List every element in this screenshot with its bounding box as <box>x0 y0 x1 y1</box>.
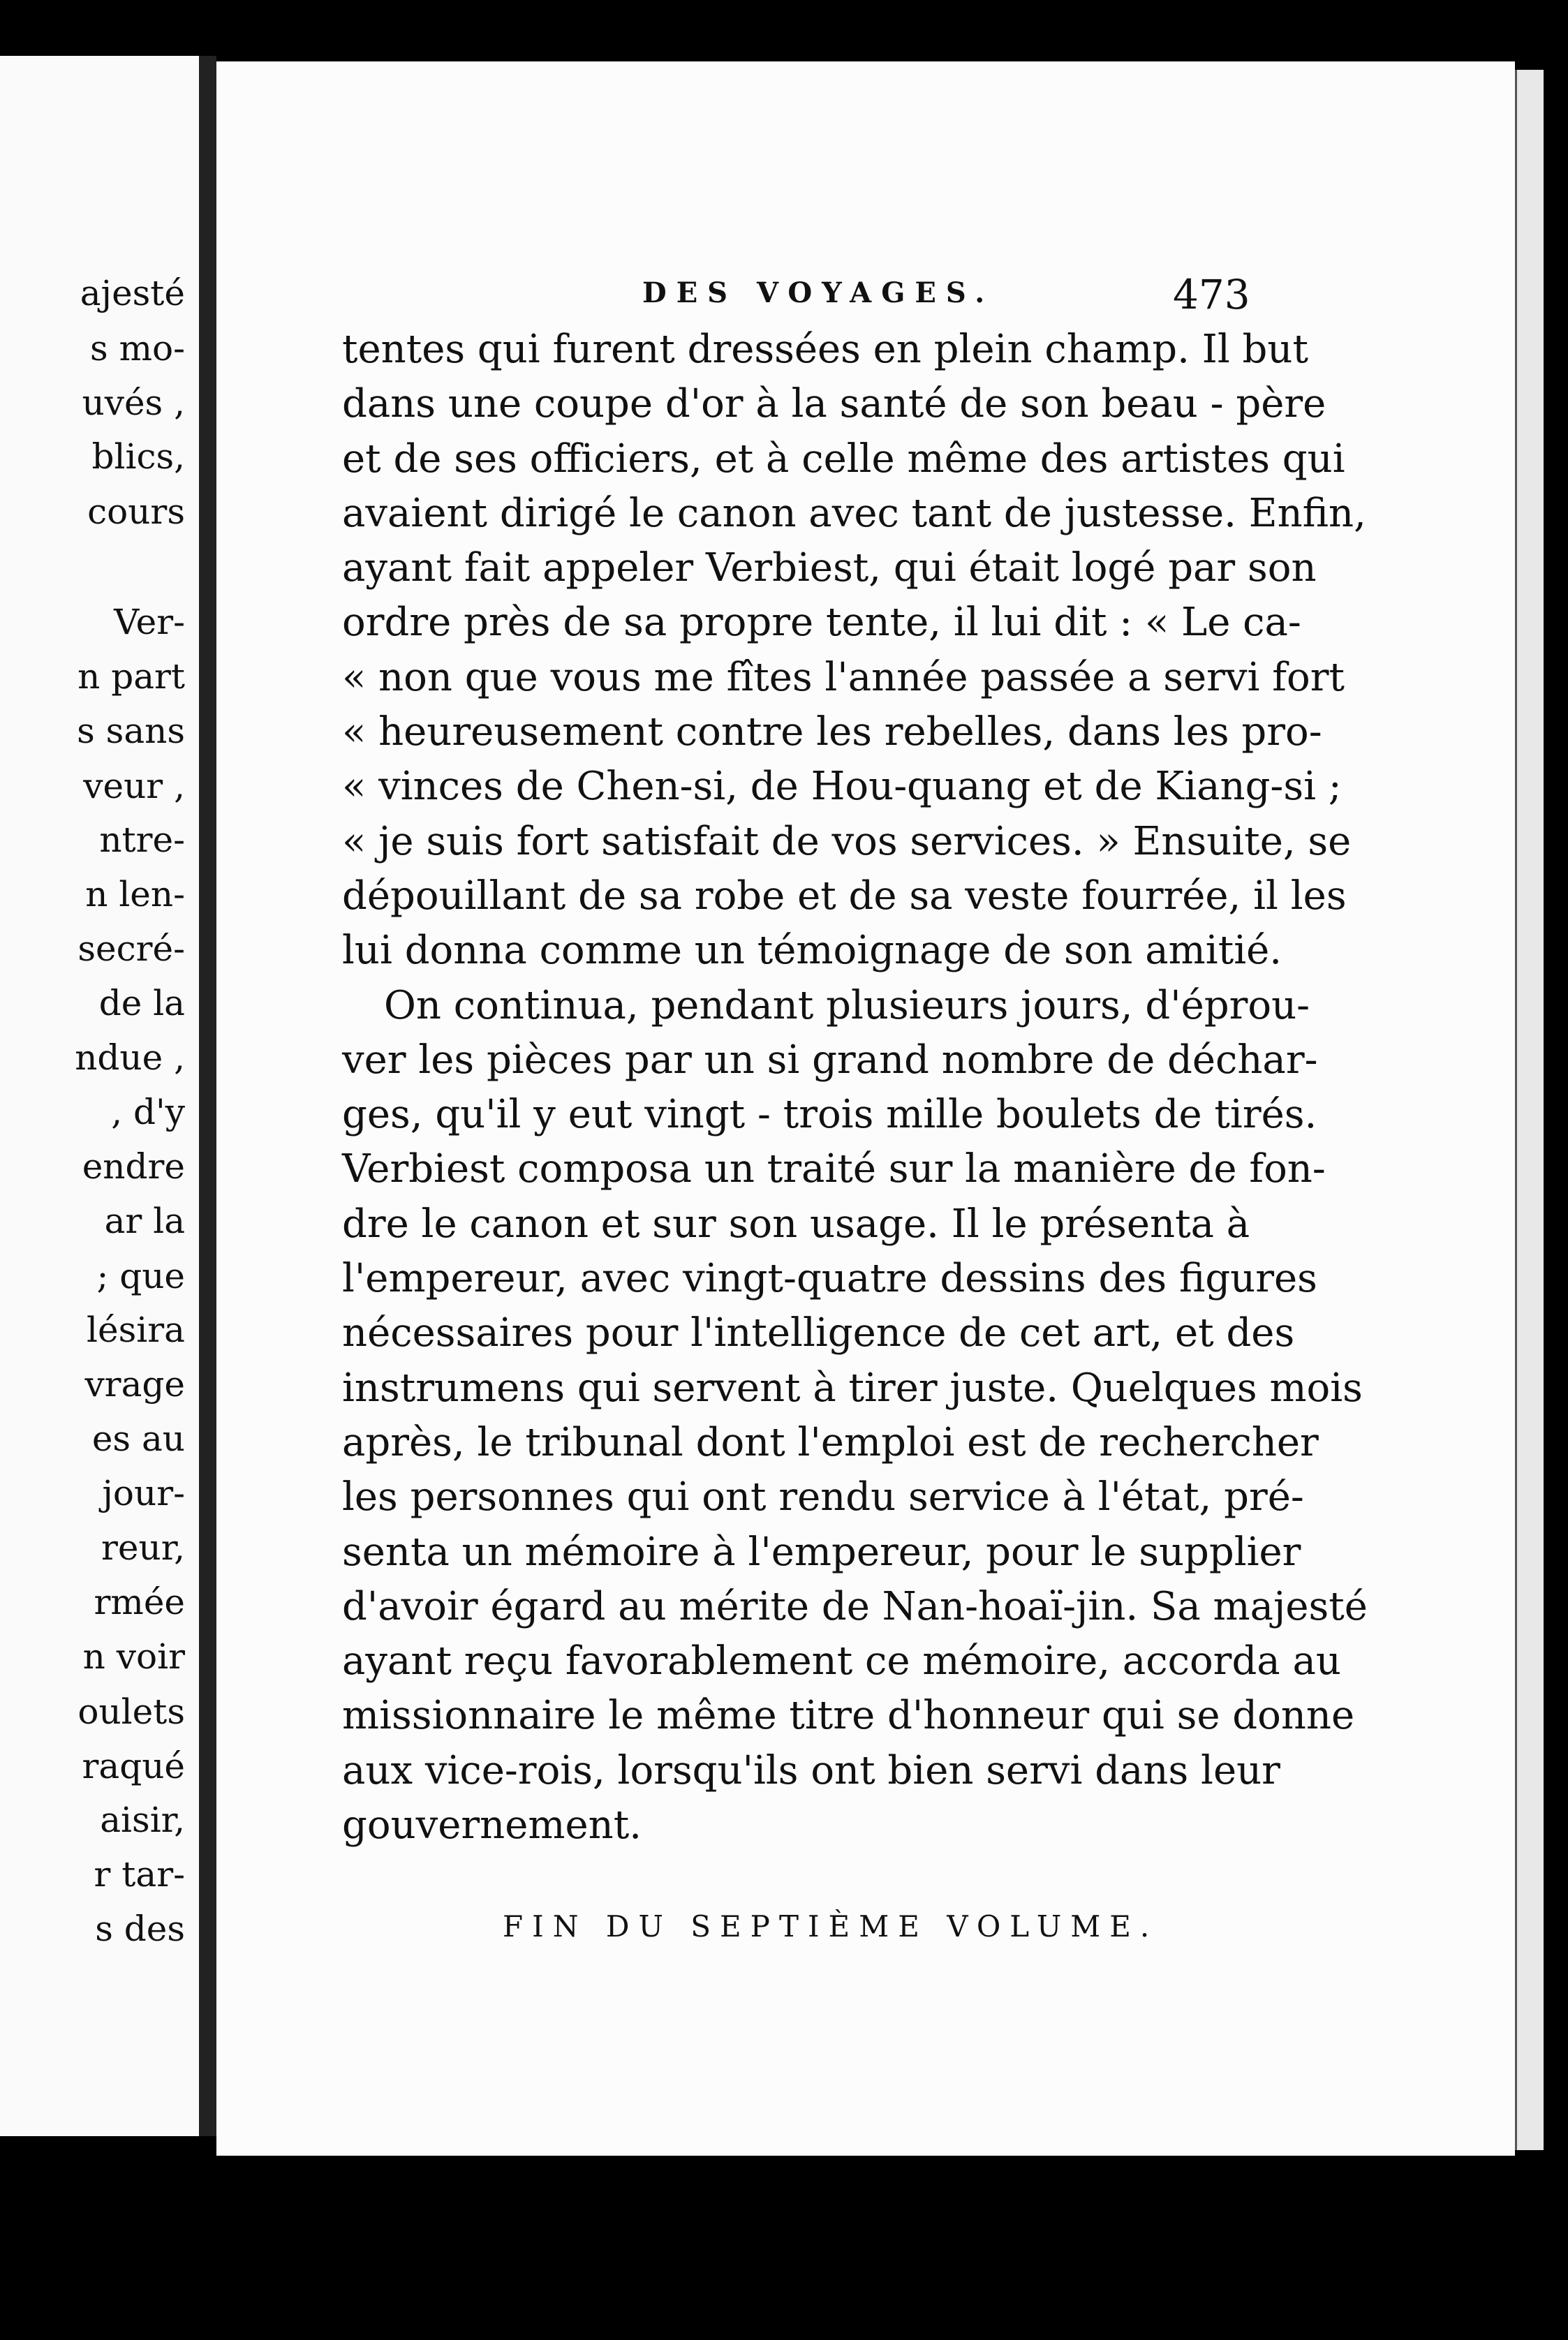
left-page-fragment: n len- <box>85 874 185 914</box>
text-line: lui donna comme un témoignage de son amitié. <box>342 928 1282 974</box>
left-page-fragment: raqué <box>82 1746 185 1786</box>
text-line: « non que vous me fîtes l'année passée a servi fort <box>342 654 1345 700</box>
colophon: FIN DU SEPTIÈME VOLUME. <box>503 1909 1159 1943</box>
text-line: dans une coupe d'or à la santé de son beau - père <box>342 381 1326 427</box>
left-page-fragment: s des <box>95 1909 185 1949</box>
text-line: l'empereur, avec vingt-quatre dessins des figures <box>342 1256 1317 1302</box>
book-spine <box>199 56 216 2136</box>
left-page-fragment: ntre- <box>99 820 185 860</box>
text-line: gouvernement. <box>342 1802 642 1849</box>
text-line: ayant reçu favorablement ce mémoire, accorda au <box>342 1638 1341 1684</box>
text-line: aux vice-rois, lorsqu'ils ont bien servi dans leur <box>342 1747 1280 1793</box>
left-page-fragment: es au <box>91 1419 185 1459</box>
text-line: ordre près de sa propre tente, il lui dit : « Le ca- <box>342 600 1301 646</box>
left-page-fragment: Ver- <box>114 602 185 642</box>
left-page-fragment: s mo- <box>90 328 185 369</box>
left-page-fragment: vrage <box>84 1364 185 1405</box>
text-line: On continua, pendant plusieurs jours, d'éprou- <box>384 982 1310 1028</box>
left-page <box>0 56 199 2136</box>
left-page-fragment: uvés , <box>82 383 185 423</box>
text-line: nécessaires pour l'intelligence de cet art, et des <box>342 1310 1295 1356</box>
left-page-fragment: veur , <box>83 766 185 806</box>
page-edge <box>1515 70 1544 2150</box>
left-page-fragment: aisir, <box>100 1800 185 1840</box>
text-line: « vinces de Chen-si, de Hou-quang et de Kiang-si ; <box>342 764 1342 810</box>
text-line: tentes qui furent dressées en plein champ. Il but <box>342 327 1308 372</box>
text-line: ayant fait appeler Verbiest, qui était logé par son <box>342 545 1317 591</box>
left-page-fragment: , d'y <box>111 1092 185 1132</box>
text-line: senta un mémoire à l'empereur, pour le supplier <box>342 1529 1301 1575</box>
left-page-fragment: lésira <box>87 1310 185 1350</box>
text-line: et de ses officiers, et à celle même des artistes qui <box>342 436 1345 482</box>
text-line: missionnaire le même titre d'honneur qui se donne <box>342 1693 1355 1739</box>
left-page-fragment: endre <box>82 1146 185 1187</box>
text-line: Verbiest composa un traité sur la manière de fon- <box>342 1146 1326 1192</box>
text-line: dre le canon et sur son usage. Il le présenta à <box>342 1201 1250 1247</box>
left-page-fragment: jour- <box>102 1473 185 1513</box>
left-page-fragment: ndue , <box>75 1037 185 1078</box>
left-page-fragment: cours <box>87 491 185 532</box>
left-page-fragment: r tar- <box>94 1854 185 1895</box>
left-page-fragment: ajesté <box>80 273 185 313</box>
paragraph-2 <box>342 979 1368 1853</box>
left-page-fragment: rmée <box>94 1582 185 1622</box>
left-page-fragment: s sans <box>77 711 185 751</box>
text-line: ver les pièces par un si grand nombre de déchar- <box>342 1037 1318 1083</box>
left-page-fragment: ar la <box>104 1201 185 1241</box>
paragraph-1 <box>342 323 1366 979</box>
text-line: ges, qu'il y eut vingt - trois mille boulets de tirés. <box>342 1092 1317 1138</box>
body-text <box>342 323 1368 1853</box>
text-line: « je suis fort satisfait de vos services. » Ensuite, se <box>342 818 1352 864</box>
page-number: 473 <box>1173 271 1250 318</box>
left-page-fragment: de la <box>98 983 185 1023</box>
text-line: dépouillant de sa robe et de sa veste fourrée, il les <box>342 873 1347 919</box>
left-page-fragment: n voir <box>82 1636 185 1677</box>
text-line: « heureusement contre les rebelles, dans les pro- <box>342 709 1322 755</box>
left-page-fragment: secré- <box>77 928 185 969</box>
text-line: d'avoir égard au mérite de Nan-hoaï-jin. Sa majesté <box>342 1583 1368 1629</box>
text-line: avaient dirigé le canon avec tant de justesse. Enfin, <box>342 490 1366 536</box>
text-line: les personnes qui ont rendu service à l'état, pré- <box>342 1474 1304 1520</box>
text-line: instrumens qui servent à tirer juste. Quelques mois <box>342 1365 1363 1411</box>
left-page-fragment: n part <box>77 656 185 697</box>
left-page-fragment: ; que <box>96 1256 185 1296</box>
text-line: après, le tribunal dont l'emploi est de rechercher <box>342 1419 1319 1465</box>
left-page-fragment: oulets <box>77 1691 185 1732</box>
left-page-fragment: blics, <box>91 436 185 477</box>
left-page-fragment: reur, <box>101 1527 185 1568</box>
running-head: DES VOYAGES. <box>642 276 995 309</box>
